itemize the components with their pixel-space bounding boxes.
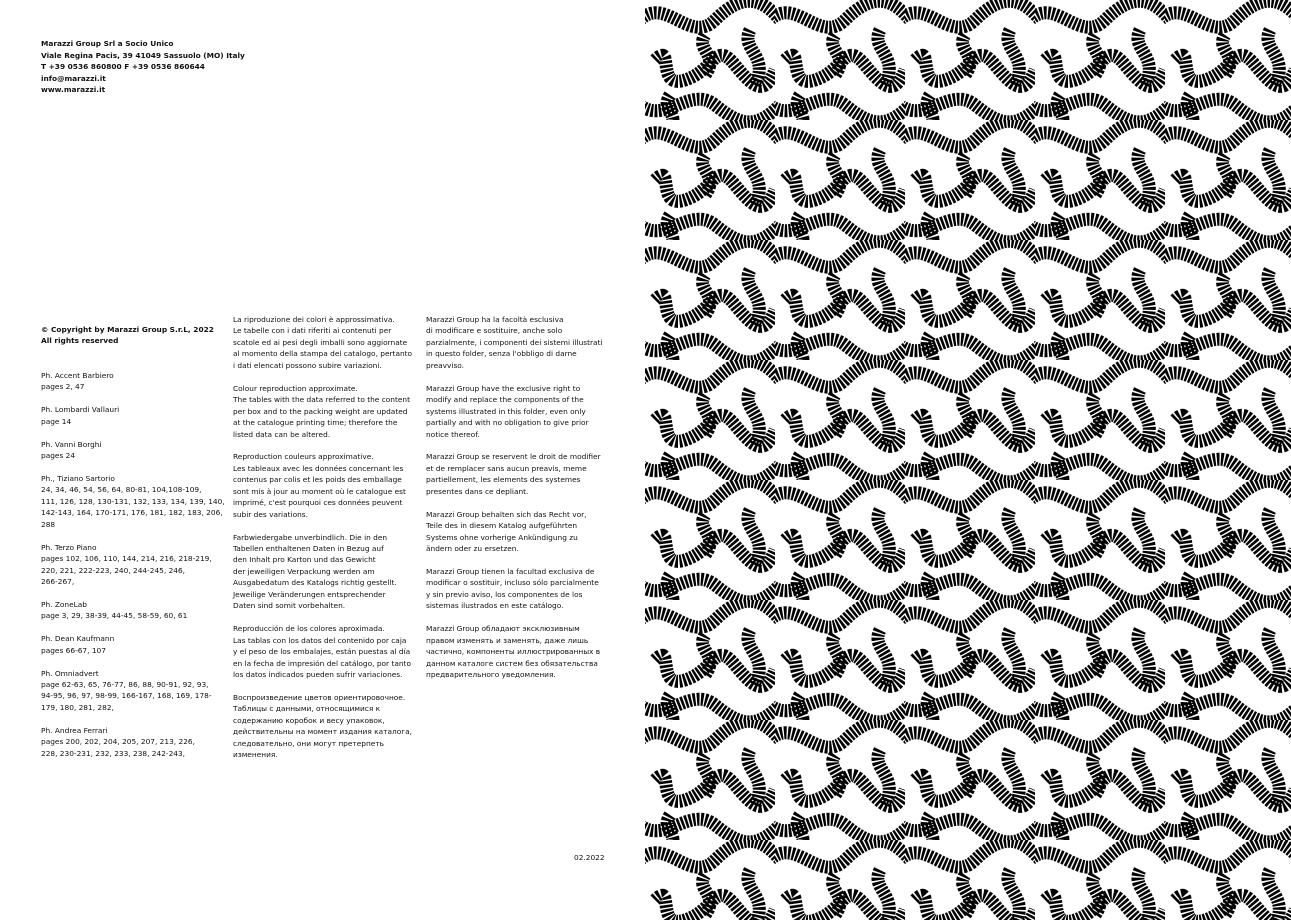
rights-notice-it: Marazzi Group ha la facoltà esclusiva di modificare e sostituire, anche solo parzialmente, i componenti dei sistemi illustrati in questo folder, senza l'obbligo di darne preavviso.: [426, 315, 603, 370]
photo-credit: Ph., Tiziano Sartorio 24, 34, 46, 54, 56, 64, 80-81, 104,108-109, 111, 126, 128, 130-131, 132, 133, 134, 139, 140, 142-143, 164, 170-171, 176, 181, 182, 183, 206, 288: [41, 473, 225, 529]
rights-notice-en: Marazzi Group have the exclusive right to modify and replace the components of the systems illustrated in this folder, even only partially and with no obligation to give prior notice thereof.: [426, 383, 589, 439]
photo-credit: Ph. Andrea Ferrari pages 200, 202, 204, 205, 207, 213, 226, 228, 230-231, 232, 233, 238, 242-243,: [41, 725, 195, 758]
photo-credit: Ph. Vanni Borghi pages 24: [41, 439, 102, 461]
photo-credit: Ph. Lombardi Vallauri page 14: [41, 405, 120, 426]
swirl-pattern-image: [645, 0, 1291, 920]
photo-credit: Ph. ZoneLab page 3, 29, 38-39, 44-45, 58-59, 60, 61: [41, 599, 188, 621]
colour-notice-en: Colour reproduction approximate. The tables with the data referred to the content per box and to the packing weight are updated at the catalogue printing time; therefore the listed data can be altered.: [233, 383, 411, 439]
rights-notice-fr: Marazzi Group se reservent le droit de modifier et de remplacer sans aucun preavis, meme partiellement, les elements des systemes presentes dans ce depliant.: [426, 452, 601, 496]
photo-credit: Ph. Dean Kaufmann pages 66-67, 107: [41, 634, 115, 655]
colour-notice-column: [233, 314, 423, 772]
photo-credit: Ph. Terzo Piano pages 102, 106, 110, 144, 214, 216, 218-219, 220, 221, 222-223, 240, 244-245, 246, 266-267,: [41, 542, 212, 586]
company-address: Marazzi Group Srl a Socio Unico Viale Regina Pacis, 39 41049 Sassuolo (MO) Italy T +39 0536 860800 F +39 0536 860644 info@marazzi.it www.marazzi.it: [41, 39, 245, 94]
colour-notice-it: La riproduzione dei colori è approssimativa. Le tabelle con i dati riferiti ai contenuti per scatole ed ai pesi degli imballi sono aggiornate al momento della stampa del catalogo, pertanto i dati elencati possono subire variazioni.: [233, 315, 413, 370]
copyright-notice: © Copyright by Marazzi Group S.r.L, 2022 All rights reserved: [41, 325, 214, 346]
pattern-fill: [645, 0, 1291, 920]
colour-notice-de: Farbwiedergabe unverbindlich. Die in den Tabellen enthaltenen Daten in Bezug auf den Inhalt pro Karton und das Gewicht der jeweiligen Verpackung werden am Ausgabedatum des Katalogs richtig gestellt. Jeweilige Veränderungen entsprechender Daten sind somit vorbehalten.: [233, 532, 397, 611]
edition-date: 02.2022: [574, 853, 605, 862]
colour-notice-fr: Reproduction couleurs approximative. Les tableaux avec les données concernant les contenus par colis et les poids des emballage sont mis à jour au moment où le catalogue est imprimé, c'est pourquoi ces données peuvent subir des variations.: [233, 452, 406, 519]
credits-column: [41, 324, 231, 771]
colour-notice-es: Reproducción de los colores aproximada. Las tablas con los datos del contenido por caja y el peso de los embalajes, están puestas al día en la fecha de impresión del catálogo, por tanto los datos indicados pueden sufrir variaciones.: [233, 624, 411, 679]
colour-notice-ru: Воспроизведение цветов ориентировочное. Таблицы с данными, относящимися к содержанию коробок и весу упаковок, действительны на момент издания каталога, следовательно, они могут претерпеть изменения.: [233, 692, 412, 760]
rights-notice-column: [426, 314, 616, 692]
rights-notice-es: Marazzi Group tienen la facultad exclusiva de modificar o sostituir, incluso sólo parcialmente y sin previo aviso, los componentes de los sistemas ilustrados en este catálogo.: [426, 566, 599, 611]
photo-credit: Ph. Accent Barbiero pages 2, 47: [41, 370, 114, 392]
rights-notice-ru: Marazzi Group обладают эксклюзивным правом изменять и заменять, даже лишь частично, компоненты иллюстрированных в данном каталоге систем без обязательства предварительного уведомления.: [426, 624, 601, 679]
photo-credit: Ph. Omniadvert page 62-63, 65, 76-77, 86, 88, 90-91, 92, 93, 94-95, 96, 97, 98-99, 166-167, 168, 169, 178- 179, 180, 281, 282,: [41, 668, 212, 712]
rights-notice-de: Marazzi Group behalten sich das Recht vor, Teile des in diesem Katalog aufgeführten Systems ohne vorherige Ankündigung zu ändern oder zu ersetzen.: [426, 509, 587, 554]
